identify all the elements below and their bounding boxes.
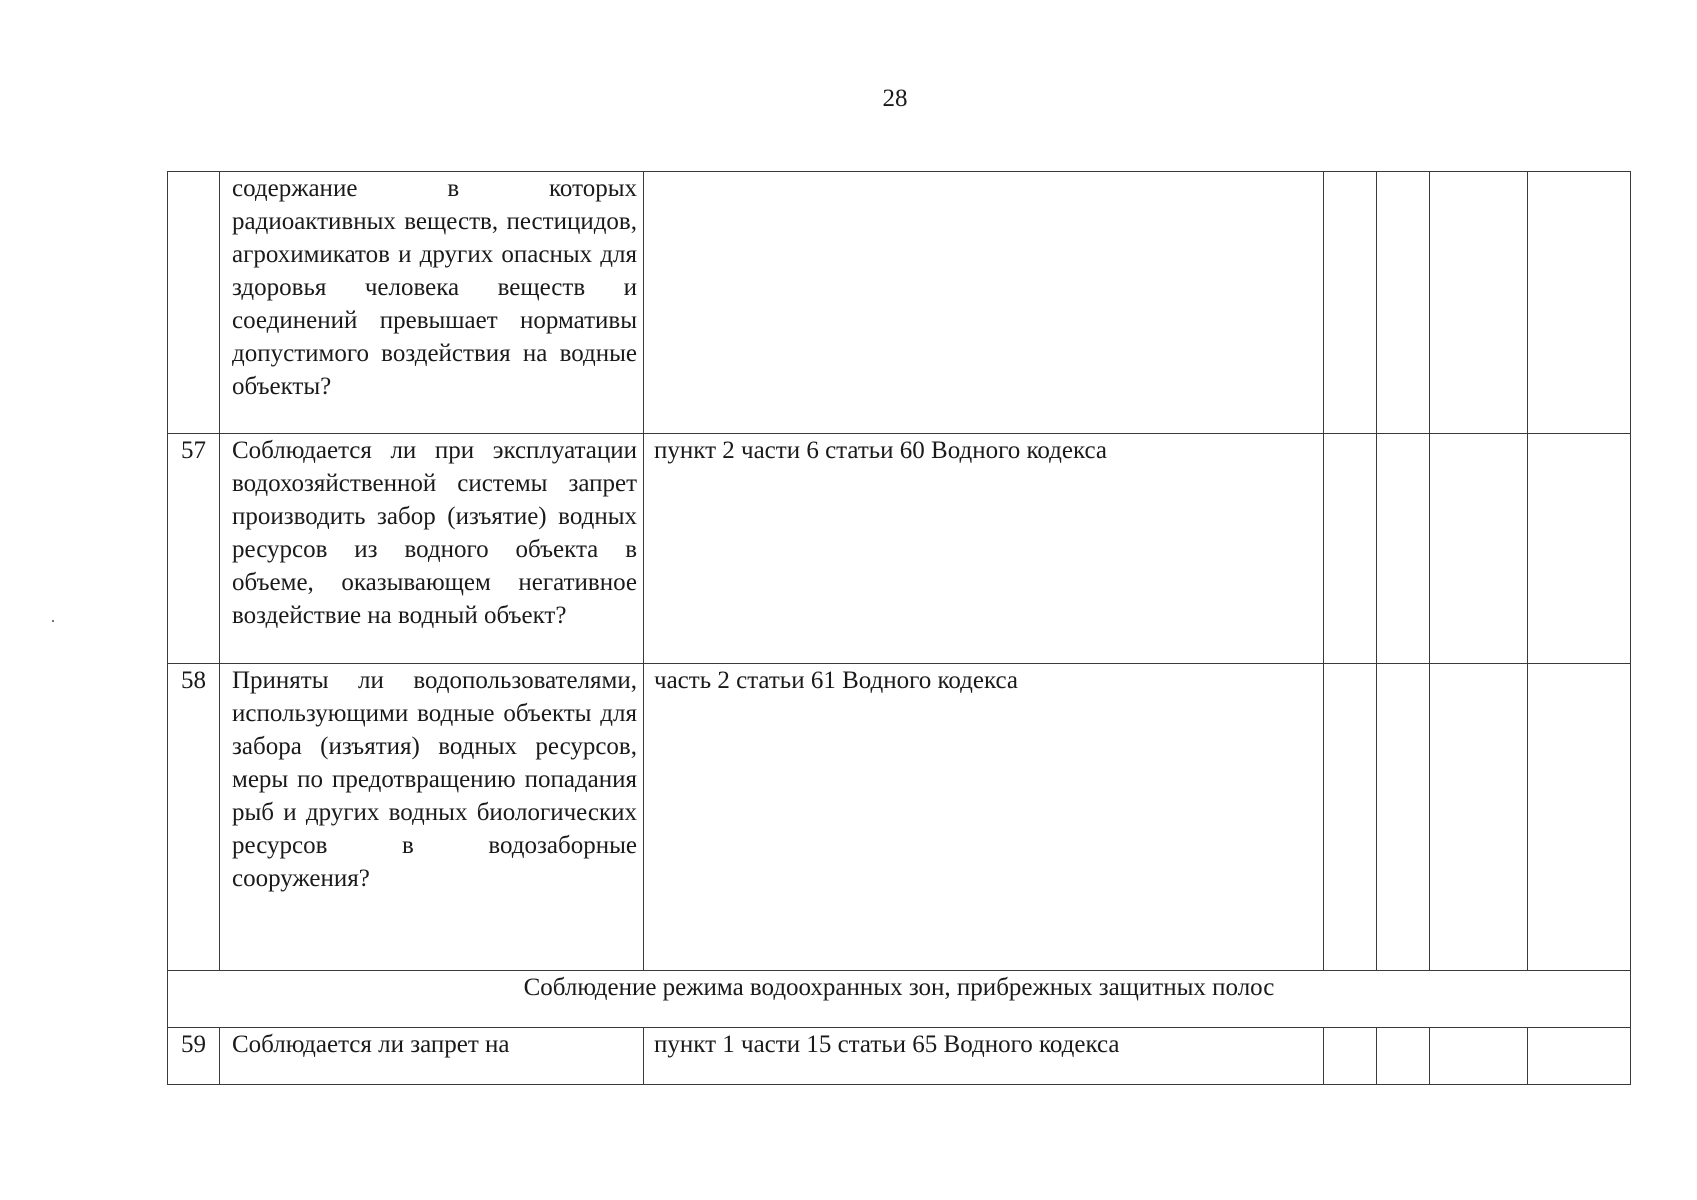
answer-yes-cell[interactable] bbox=[1324, 172, 1377, 434]
answer-yes-cell[interactable] bbox=[1324, 664, 1377, 971]
row-number: 57 bbox=[168, 434, 220, 664]
question-text: Соблюдается ли при эксплуатации водохозяйственной системы запрет производить забор (изъятие) водных ресурсов из водного объекта в объеме, оказывающем негативное воздействие на водный объект? bbox=[220, 434, 644, 664]
answer-no-cell[interactable] bbox=[1377, 434, 1430, 664]
table-row-continued bbox=[168, 172, 1631, 434]
note-cell[interactable] bbox=[1528, 1028, 1631, 1085]
question-text: Приняты ли водопользователями, использующими водные объекты для забора (изъятия) водных ресурсов, меры по предотвращению попадания рыб и других водных биологических ресурсов в водозаборные сооружения? bbox=[220, 664, 644, 971]
answer-not-applicable-cell[interactable] bbox=[1430, 172, 1528, 434]
legal-basis: пункт 2 части 6 статьи 60 Водного кодекса bbox=[644, 434, 1324, 664]
legal-basis: пункт 1 части 15 статьи 65 Водного кодекса bbox=[644, 1028, 1324, 1085]
answer-not-applicable-cell[interactable] bbox=[1430, 664, 1528, 971]
question-text: содержание в которых радиоактивных веществ, пестицидов, агрохимикатов и других опасных для здоровья человека веществ и соединений превышает нормативы допустимого воздействия на водные объекты? bbox=[220, 172, 644, 434]
row-number: 58 bbox=[168, 664, 220, 971]
answer-yes-cell[interactable] bbox=[1324, 434, 1377, 664]
row-number bbox=[168, 172, 220, 434]
legal-basis bbox=[644, 172, 1324, 434]
answer-no-cell[interactable] bbox=[1377, 1028, 1430, 1085]
legal-basis: часть 2 статьи 61 Водного кодекса bbox=[644, 664, 1324, 971]
row-number: 59 bbox=[168, 1028, 220, 1085]
page-number: 28 bbox=[882, 85, 908, 112]
checklist-table bbox=[167, 171, 1631, 1085]
question-text: Соблюдается ли запрет на bbox=[220, 1028, 644, 1085]
answer-no-cell[interactable] bbox=[1377, 664, 1430, 971]
section-heading-row bbox=[168, 971, 1631, 1028]
note-cell[interactable] bbox=[1528, 434, 1631, 664]
answer-not-applicable-cell[interactable] bbox=[1430, 1028, 1528, 1085]
section-heading: Соблюдение режима водоохранных зон, прибрежных защитных полос bbox=[168, 971, 1631, 1028]
table-row-58 bbox=[168, 664, 1631, 971]
answer-no-cell[interactable] bbox=[1377, 172, 1430, 434]
answer-not-applicable-cell[interactable] bbox=[1430, 434, 1528, 664]
answer-yes-cell[interactable] bbox=[1324, 1028, 1377, 1085]
table-row-59 bbox=[168, 1028, 1631, 1085]
table-row-57 bbox=[168, 434, 1631, 664]
note-cell[interactable] bbox=[1528, 664, 1631, 971]
scan-speck bbox=[52, 620, 54, 622]
note-cell[interactable] bbox=[1528, 172, 1631, 434]
